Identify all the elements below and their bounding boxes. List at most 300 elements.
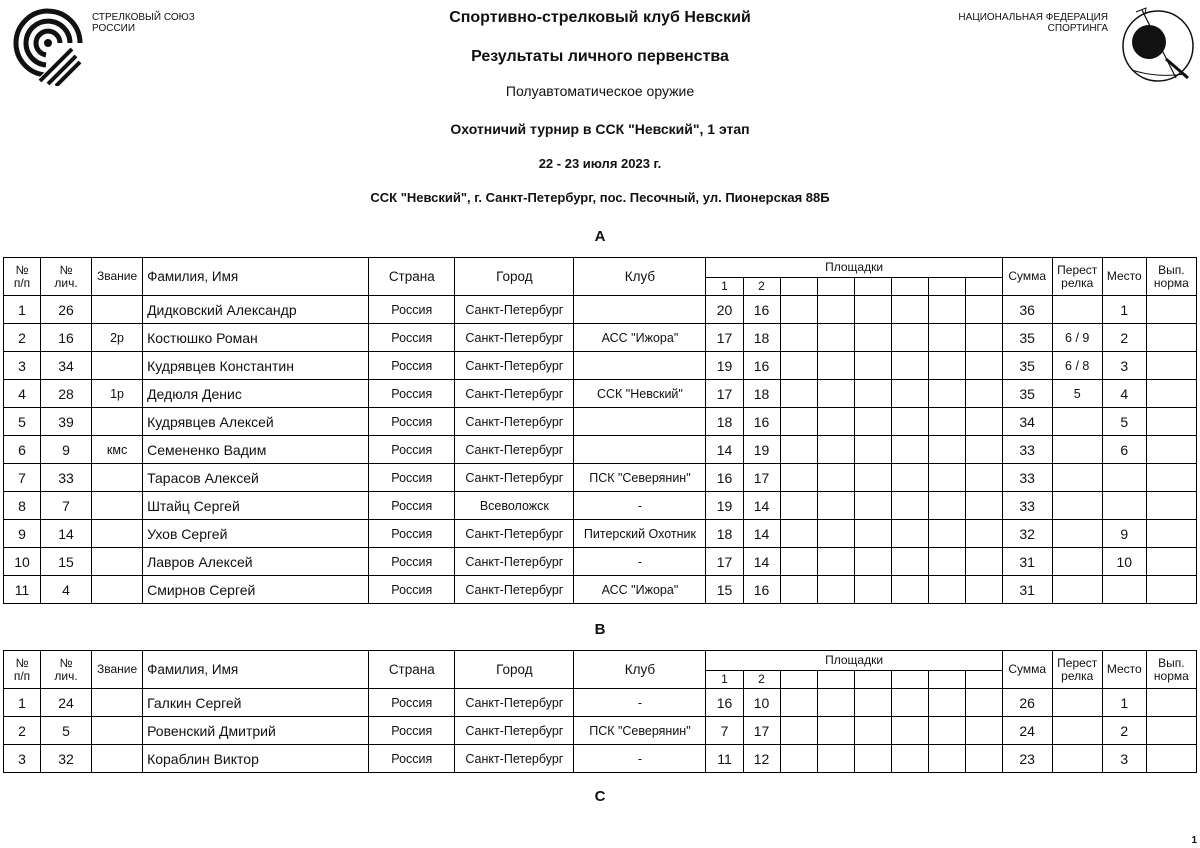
cell-rank [92,492,143,520]
cell-rank [92,745,143,773]
col-name-header: Фамилия, Имя [143,651,369,689]
cell-personal-number: 14 [41,520,92,548]
cell-club: АСС "Ижора" [574,576,706,604]
weapon-class: Полуавтоматическое оружие [505,83,695,99]
cell-stand-empty [965,296,1002,324]
cell-stand-empty [854,464,891,492]
cell-stand-empty [780,745,817,773]
cell-stand-empty [928,352,965,380]
table-row [4,324,1197,352]
cell-personal-number: 34 [41,352,92,380]
cell-place [1102,492,1146,520]
cell-club: - [574,689,706,717]
tournament-title: Охотничий турнир в ССК "Невский", 1 этап [450,121,750,137]
cell-stand-empty [965,689,1002,717]
cell-stand-empty [928,520,965,548]
cell-stand-empty [854,576,891,604]
cell-stand-empty [817,324,854,352]
cell-stand-empty [891,296,928,324]
table-row [4,380,1197,408]
cell-stand-1: 14 [706,436,743,464]
cell-stand-empty [817,352,854,380]
cell-stand-empty [817,576,854,604]
col-stand-empty [817,671,854,689]
cell-num: 6 [4,436,41,464]
cell-shootoff: 6 / 8 [1052,352,1102,380]
cell-country: Россия [369,689,455,717]
cell-stand-empty [854,689,891,717]
cell-athlete-name: Смирнов Сергей [143,576,369,604]
table-row [4,745,1197,773]
cell-sum: 24 [1002,717,1052,745]
cell-stand-empty [780,352,817,380]
cell-stand-empty [780,520,817,548]
cell-city: Санкт-Петербург [455,689,574,717]
col-stand-2-header: 2 [743,278,780,296]
cell-place: 10 [1102,548,1146,576]
group-label: B [594,621,606,638]
cell-stand-empty [780,492,817,520]
cell-shootoff [1052,717,1102,745]
cell-personal-number: 39 [41,408,92,436]
col-sum-header: Сумма [1002,651,1052,689]
cell-shootoff [1052,576,1102,604]
cell-num: 3 [4,352,41,380]
table-row [4,548,1197,576]
cell-club: - [574,745,706,773]
cell-stand-2: 19 [743,436,780,464]
cell-num: 4 [4,380,41,408]
cell-norm [1146,520,1196,548]
cell-stand-2: 17 [743,717,780,745]
cell-stand-empty [965,745,1002,773]
col-club-header: Клуб [574,651,706,689]
table-row [4,408,1197,436]
cell-country: Россия [369,408,455,436]
cell-norm [1146,436,1196,464]
cell-stand-empty [891,352,928,380]
cell-city: Санкт-Петербург [455,296,574,324]
col-country-header: Страна [369,651,455,689]
cell-norm [1146,576,1196,604]
cell-stand-2: 16 [743,352,780,380]
col-norm-header: Вып. норма [1146,258,1196,296]
cell-num: 2 [4,717,41,745]
cell-stand-empty [928,689,965,717]
cell-stand-empty [854,352,891,380]
cell-athlete-name: Тарасов Алексей [143,464,369,492]
cell-country: Россия [369,492,455,520]
cell-sum: 33 [1002,492,1052,520]
cell-stand-empty [965,352,1002,380]
cell-sum: 36 [1002,296,1052,324]
cell-stand-empty [928,324,965,352]
cell-club [574,296,706,324]
col-shootoff-header: Перест релка [1052,258,1102,296]
cell-athlete-name: Костюшко Роман [143,324,369,352]
cell-rank: 1р [92,380,143,408]
cell-stand-empty [891,380,928,408]
cell-athlete-name: Дедюля Денис [143,380,369,408]
col-num-header: № п/п [4,258,41,296]
cell-athlete-name: Галкин Сергей [143,689,369,717]
cell-country: Россия [369,380,455,408]
cell-shootoff [1052,689,1102,717]
cell-stand-empty [854,492,891,520]
cell-stand-empty [817,492,854,520]
cell-personal-number: 16 [41,324,92,352]
cell-club [574,408,706,436]
col-shootoff-header: Перест релка [1052,651,1102,689]
cell-personal-number: 32 [41,745,92,773]
cell-norm [1146,380,1196,408]
cell-sum: 26 [1002,689,1052,717]
cell-num: 1 [4,689,41,717]
cell-city: Санкт-Петербург [455,436,574,464]
cell-stand-empty [928,576,965,604]
cell-city: Санкт-Петербург [455,380,574,408]
cell-stand-empty [817,548,854,576]
cell-norm [1146,717,1196,745]
cell-stand-empty [965,717,1002,745]
results-table-group-b [3,650,1197,773]
tournament-dates: 22 - 23 июля 2023 г. [538,156,662,171]
cell-sum: 31 [1002,548,1052,576]
cell-club [574,352,706,380]
cell-stand-1: 16 [706,464,743,492]
cell-country: Россия [369,464,455,492]
cell-stand-empty [891,324,928,352]
col-personal-number-header: № лич. [41,258,92,296]
cell-stand-empty [928,296,965,324]
table-row [4,464,1197,492]
cell-rank [92,296,143,324]
cell-athlete-name: Лавров Алексей [143,548,369,576]
cell-personal-number: 15 [41,548,92,576]
col-country-header: Страна [369,258,455,296]
cell-sum: 35 [1002,380,1052,408]
cell-club: - [574,548,706,576]
cell-stand-2: 14 [743,492,780,520]
cell-rank [92,464,143,492]
cell-club: Питерский Охотник [574,520,706,548]
cell-place: 3 [1102,352,1146,380]
cell-stand-1: 7 [706,717,743,745]
group-label: A [594,228,606,245]
cell-club: АСС "Ижора" [574,324,706,352]
cell-stand-empty [817,408,854,436]
cell-norm [1146,324,1196,352]
cell-stand-empty [780,576,817,604]
cell-norm [1146,689,1196,717]
col-stand-empty [965,671,1002,689]
cell-athlete-name: Кудрявцев Константин [143,352,369,380]
table-row [4,352,1197,380]
cell-shootoff [1052,520,1102,548]
cell-stand-empty [780,548,817,576]
cell-stand-empty [965,548,1002,576]
cell-athlete-name: Дидковский Александр [143,296,369,324]
cell-stand-1: 18 [706,520,743,548]
cell-stand-1: 19 [706,352,743,380]
cell-city: Санкт-Петербург [455,408,574,436]
cell-stand-2: 16 [743,576,780,604]
cell-rank [92,717,143,745]
cell-norm [1146,352,1196,380]
col-stand-empty [854,671,891,689]
cell-sum: 31 [1002,576,1052,604]
cell-num: 9 [4,520,41,548]
cell-norm [1146,296,1196,324]
cell-city: Всеволожск [455,492,574,520]
cell-norm [1146,492,1196,520]
cell-stand-1: 17 [706,380,743,408]
cell-stand-empty [891,464,928,492]
cell-stand-empty [854,436,891,464]
col-city-header: Город [455,651,574,689]
cell-place: 1 [1102,296,1146,324]
cell-stand-1: 15 [706,576,743,604]
cell-sum: 32 [1002,520,1052,548]
cell-stand-empty [965,408,1002,436]
col-personal-number-header: № лич. [41,651,92,689]
cell-rank [92,352,143,380]
cell-stand-empty [780,380,817,408]
cell-stand-empty [891,745,928,773]
cell-club [574,436,706,464]
cell-stand-1: 17 [706,324,743,352]
table-row [4,689,1197,717]
results-title: Результаты личного первенства [471,48,729,65]
cell-place: 6 [1102,436,1146,464]
cell-stand-empty [928,408,965,436]
col-club-header: Клуб [574,258,706,296]
cell-stand-empty [891,436,928,464]
col-stand-empty [891,278,928,296]
cell-stand-empty [928,464,965,492]
cell-stand-empty [854,548,891,576]
cell-stand-empty [891,576,928,604]
cell-rank [92,408,143,436]
cell-stand-empty [891,548,928,576]
cell-stand-empty [780,296,817,324]
cell-stand-empty [928,436,965,464]
cell-club: - [574,492,706,520]
cell-sum: 23 [1002,745,1052,773]
cell-place: 2 [1102,324,1146,352]
cell-stand-1: 18 [706,408,743,436]
cell-num: 1 [4,296,41,324]
cell-sum: 34 [1002,408,1052,436]
results-table-group-a [3,257,1197,604]
cell-city: Санкт-Петербург [455,745,574,773]
col-city-header: Город [455,258,574,296]
cell-stand-2: 18 [743,380,780,408]
cell-city: Санкт-Петербург [455,717,574,745]
cell-country: Россия [369,576,455,604]
cell-place [1102,464,1146,492]
cell-city: Санкт-Петербург [455,352,574,380]
cell-rank [92,520,143,548]
cell-shootoff [1052,408,1102,436]
cell-stand-1: 16 [706,689,743,717]
cell-stand-empty [854,717,891,745]
cell-num: 10 [4,548,41,576]
cell-country: Россия [369,745,455,773]
col-norm-header: Вып. норма [1146,651,1196,689]
cell-stand-empty [965,520,1002,548]
cell-personal-number: 7 [41,492,92,520]
cell-num: 8 [4,492,41,520]
cell-stand-empty [965,464,1002,492]
cell-shootoff [1052,548,1102,576]
cell-personal-number: 4 [41,576,92,604]
cell-shootoff: 5 [1052,380,1102,408]
table-row [4,717,1197,745]
cell-stand-empty [817,464,854,492]
cell-club: ССК "Невский" [574,380,706,408]
cell-stand-empty [817,717,854,745]
cell-rank: 2р [92,324,143,352]
cell-stand-empty [817,520,854,548]
cell-athlete-name: Кудрявцев Алексей [143,408,369,436]
cell-shootoff [1052,745,1102,773]
col-stand-empty [780,278,817,296]
cell-country: Россия [369,352,455,380]
cell-num: 3 [4,745,41,773]
cell-shootoff [1052,296,1102,324]
cell-rank [92,689,143,717]
cell-stand-empty [780,408,817,436]
cell-stand-empty [965,492,1002,520]
cell-norm [1146,408,1196,436]
col-sum-header: Сумма [1002,258,1052,296]
cell-stand-empty [965,324,1002,352]
table-row [4,492,1197,520]
col-place-header: Место [1102,258,1146,296]
cell-num: 7 [4,464,41,492]
col-stand-empty [780,671,817,689]
cell-place: 5 [1102,408,1146,436]
cell-stand-empty [965,576,1002,604]
cell-stand-2: 14 [743,520,780,548]
cell-athlete-name: Кораблин Виктор [143,745,369,773]
col-name-header: Фамилия, Имя [143,258,369,296]
club-title: Спортивно-стрелковый клуб Невский [449,9,751,26]
cell-stand-empty [817,436,854,464]
col-stands-header: Площадки [706,651,1002,671]
cell-athlete-name: Ухов Сергей [143,520,369,548]
cell-city: Санкт-Петербург [455,576,574,604]
col-stand-1-header: 1 [706,671,743,689]
cell-country: Россия [369,296,455,324]
cell-stand-empty [854,324,891,352]
cell-personal-number: 26 [41,296,92,324]
cell-personal-number: 28 [41,380,92,408]
cell-shootoff: 6 / 9 [1052,324,1102,352]
cell-stand-empty [780,324,817,352]
cell-stand-empty [891,492,928,520]
cell-stand-empty [928,745,965,773]
col-stand-empty [928,278,965,296]
cell-stand-empty [891,717,928,745]
page-number: 1 [1191,835,1197,846]
cell-place: 2 [1102,717,1146,745]
cell-personal-number: 9 [41,436,92,464]
cell-stand-2: 16 [743,296,780,324]
cell-stand-2: 14 [743,548,780,576]
cell-stand-empty [928,548,965,576]
cell-num: 2 [4,324,41,352]
col-stands-header: Площадки [706,258,1002,278]
cell-stand-empty [817,380,854,408]
cell-norm [1146,548,1196,576]
cell-rank [92,548,143,576]
cell-stand-empty [928,380,965,408]
col-num-header: № п/п [4,651,41,689]
cell-city: Санкт-Петербург [455,520,574,548]
cell-city: Санкт-Петербург [455,324,574,352]
cell-stand-2: 17 [743,464,780,492]
cell-stand-empty [854,520,891,548]
cell-athlete-name: Штайц Сергей [143,492,369,520]
cell-stand-empty [928,492,965,520]
cell-norm [1146,745,1196,773]
cell-num: 5 [4,408,41,436]
table-row [4,436,1197,464]
cell-stand-1: 19 [706,492,743,520]
cell-stand-1: 20 [706,296,743,324]
cell-stand-empty [817,745,854,773]
cell-stand-empty [854,408,891,436]
cell-shootoff [1052,492,1102,520]
cell-country: Россия [369,324,455,352]
cell-place: 3 [1102,745,1146,773]
col-stand-1-header: 1 [706,278,743,296]
cell-stand-empty [780,717,817,745]
cell-stand-2: 12 [743,745,780,773]
tournament-venue: ССК "Невский", г. Санкт-Петербург, пос. Песочный, ул. Пионерская 88Б [370,190,830,205]
cell-club: ПСК "Северянин" [574,464,706,492]
cell-city: Санкт-Петербург [455,464,574,492]
col-rank-header: Звание [92,651,143,689]
col-stand-empty [891,671,928,689]
cell-athlete-name: Семененко Вадим [143,436,369,464]
table-row [4,520,1197,548]
group-label: C [594,788,606,805]
cell-sum: 35 [1002,352,1052,380]
cell-norm [1146,464,1196,492]
cell-athlete-name: Ровенский Дмитрий [143,717,369,745]
table-row [4,576,1197,604]
cell-stand-1: 17 [706,548,743,576]
cell-rank: кмс [92,436,143,464]
cell-stand-1: 11 [706,745,743,773]
cell-place [1102,576,1146,604]
cell-stand-empty [965,380,1002,408]
cell-sum: 33 [1002,464,1052,492]
cell-stand-empty [891,689,928,717]
cell-country: Россия [369,717,455,745]
cell-stand-empty [965,436,1002,464]
col-stand-empty [928,671,965,689]
cell-personal-number: 33 [41,464,92,492]
col-rank-header: Звание [92,258,143,296]
cell-sum: 33 [1002,436,1052,464]
cell-sum: 35 [1002,324,1052,352]
cell-stand-2: 10 [743,689,780,717]
cell-stand-empty [891,520,928,548]
